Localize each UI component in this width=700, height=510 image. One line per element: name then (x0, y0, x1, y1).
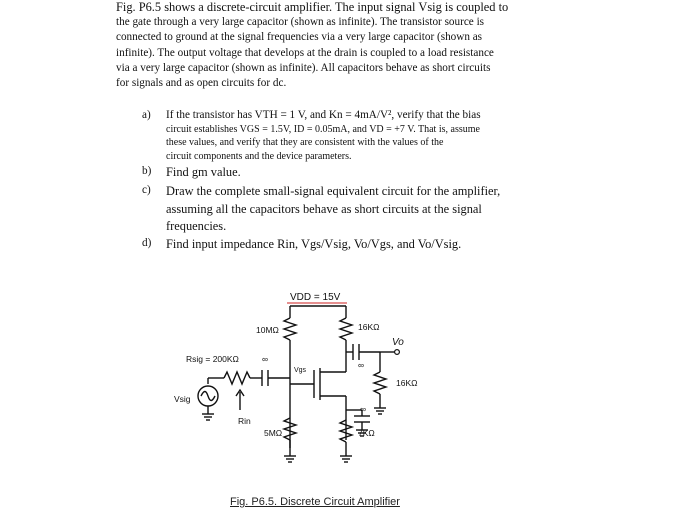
cap-out-label: ∞ (358, 360, 365, 370)
question-line: assuming all the capacitors behave as short circuits at the signal (166, 201, 482, 216)
rsig-label: Rsig = 200KΩ (186, 354, 239, 364)
vo-label: Vo (392, 337, 404, 348)
cap-source-label: ∞ (360, 404, 367, 414)
vsig-label: Vsig (174, 394, 191, 404)
question-label: a) (142, 109, 151, 121)
amplifier-schematic (160, 286, 420, 486)
question-c (142, 183, 542, 233)
problem-intro (116, 0, 536, 91)
r-source-label: 7KΩ (358, 428, 375, 438)
intro-line: the gate through a very large capacitor (shown as infinite). The transistor source is (116, 16, 485, 29)
rin-label: Rin (238, 416, 251, 426)
question-line: If the transistor has VTH = 1 V, and Kn = 4mA/V², verify that the bias (166, 109, 481, 121)
question-line: Draw the complete small-signal equivalent circuit for the amplifier, (166, 184, 501, 198)
intro-line: connected to ground at the signal frequencies via a very large capacitor (shown as (116, 31, 483, 44)
question-label: c) (142, 184, 151, 196)
r-gate-bottom-label: 5MΩ (264, 428, 283, 438)
resistor-load-icon (374, 372, 386, 394)
intro-line: Fig. P6.5 shows a discrete-circuit amplifier. The input signal Vsig is coupled to (116, 0, 509, 14)
figure-caption: Fig. P6.5. Discrete Circuit Amplifier (230, 496, 400, 508)
question-line: Find gm value. (166, 165, 241, 179)
r-gate-top-label: 10MΩ (256, 325, 279, 335)
question-a (142, 108, 542, 170)
output-terminal-icon (395, 350, 400, 355)
question-line: frequencies. (166, 219, 227, 234)
question-d (142, 236, 542, 252)
r-drain-label: 16KΩ (358, 322, 380, 332)
cap-in-label: ∞ (262, 354, 269, 364)
question-line: Find input impedance Rin, Vgs/Vsig, Vo/Vgs, and Vo/Vsig. (166, 237, 462, 251)
vdd-label: VDD = 15V (290, 292, 341, 303)
intro-line: for signals and as open circuits for dc. (116, 77, 287, 90)
resistor-rsig-icon (224, 372, 250, 384)
question-b (142, 164, 542, 180)
r-load-label: 16KΩ (396, 378, 418, 388)
resistor-10m-icon (284, 318, 296, 340)
intro-line: via a very large capacitor (shown as infinite). All capacitors behave as short circuits (116, 61, 491, 74)
question-line: circuit establishes VGS = 1.5V, ID = 0.05mA, and VD = +7 V. That is, assume (166, 123, 480, 135)
intro-line: infinite). The output voltage that develops at the drain is coupled to a load resistance (116, 46, 494, 59)
question-line: circuit components and the device parameters. (166, 150, 352, 162)
question-line: these values, and verify that they are consistent with the values of the (166, 137, 444, 149)
resistor-drain-icon (340, 318, 352, 340)
question-label: d) (142, 237, 152, 249)
question-label: b) (142, 165, 152, 177)
vgs-label: Vgs (294, 367, 307, 374)
